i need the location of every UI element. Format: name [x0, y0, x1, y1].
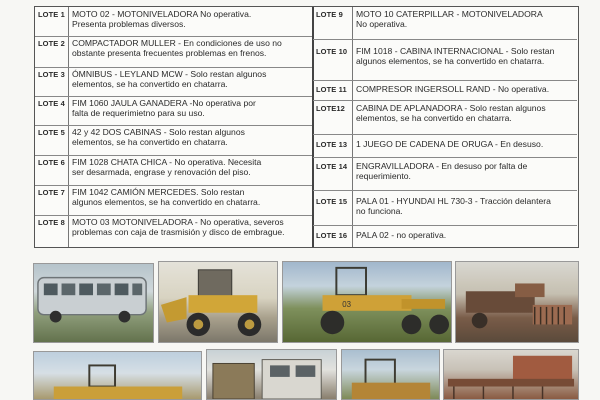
lot-number: LOTE 1: [38, 10, 65, 19]
trailer-photo: [443, 349, 579, 400]
lot-description-line: FIM 1028 CHATA CHICA - No operativa. Necesita: [72, 157, 262, 167]
grader-photo-bottom: [33, 351, 202, 400]
lot-row: [35, 36, 313, 68]
loader-photo: [158, 261, 278, 343]
lot-row: [35, 96, 313, 126]
bus-photo: [33, 263, 154, 343]
lot-description-line: FIM 1018 - CABINA INTERNACIONAL - Solo restan: [356, 46, 555, 56]
lot-description-line: MOTO 10 CATERPILLAR - MOTONIVELADORA: [356, 9, 543, 19]
lot-description-line: algunos elementos, se ha convertido en chatarra.: [72, 197, 261, 208]
lot-number: LOTE 7: [38, 188, 65, 197]
lot-number: LOTE 16: [316, 231, 348, 240]
lot-description-line: falta de requerimietno para su uso.: [72, 108, 205, 119]
lot-description: [72, 9, 251, 29]
lot-row: [313, 80, 577, 101]
lot-description-line: ser desarmada, engrase y renovación del piso.: [72, 167, 251, 178]
lot-row: [313, 100, 577, 135]
lot-row: [35, 125, 313, 156]
lots-table: [34, 6, 579, 248]
scrap-machinery-photo: [455, 261, 579, 343]
lot-description-line: FIM 1060 JAULA GANADERA -No operativa por: [72, 98, 256, 108]
lot-description-line: requerimiento.: [356, 171, 411, 182]
lot-description-line: COMPACTADOR MULLER - En condiciones de uso no: [72, 38, 282, 48]
lot-description-line: problemas con caja de trasmisión y disco de embrague.: [72, 227, 285, 238]
lot-description-line: elementos, se ha convertido en chatarra.: [72, 137, 228, 148]
lot-description: [356, 9, 543, 29]
lot-number: LOTE 13: [316, 140, 348, 149]
lot-description-line: MOTO 02 - MOTONIVELADORA No operativa.: [72, 9, 252, 19]
grader-photo: [282, 261, 452, 343]
lot-description: [72, 217, 285, 237]
lot-description: [356, 139, 543, 149]
lot-description-line: No operativa.: [356, 19, 408, 30]
lot-description-line: COMPRESOR INGERSOLL RAND - No operativa.: [356, 84, 550, 94]
lot-description-line: MOTO 03 MOTONIVELADORA - No operativa, severos: [72, 217, 284, 227]
lot-description: [356, 161, 527, 181]
lot-description-line: PALA 01 - HYUNDAI HL 730-3 - Tracción delantera: [356, 196, 551, 206]
lot-number: LOTE 14: [316, 162, 348, 171]
lot-description: [72, 38, 282, 58]
grader-number: 03: [342, 299, 352, 309]
lot-description: [72, 127, 245, 147]
lots-column-right: [313, 7, 577, 247]
lot-number: LOTE 4: [38, 99, 65, 108]
lot-description: [356, 196, 551, 216]
lot-number: LOTE 5: [38, 128, 65, 137]
lot-row: [35, 215, 313, 246]
lot-description: [72, 69, 266, 89]
lot-row: [313, 7, 577, 40]
lot-number: LOTE 8: [38, 218, 65, 227]
lot-description-line: CABINA DE APLANADORA - Solo restan algunos: [356, 103, 546, 113]
lots-column-left: [35, 7, 313, 247]
lot-row: [35, 7, 313, 37]
lot-description: [356, 84, 549, 94]
lot-description-line: PALA 02 - no operativa.: [356, 230, 447, 240]
lot-description-line: no funciona.: [356, 206, 403, 217]
lot-row: [313, 157, 577, 191]
lot-description-line: FIM 1042 CAMIÓN MERCEDES. Solo restan: [72, 187, 245, 197]
lot-number: LOTE 15: [316, 197, 348, 206]
lot-description: [356, 46, 554, 66]
lot-row: [313, 190, 577, 226]
lot-number: LOTE 6: [38, 158, 65, 167]
lot-number: LOTE 9: [316, 10, 343, 19]
lot-number: LOTE 11: [316, 85, 347, 94]
lot-description-line: 42 y 42 DOS CABINAS - Solo restan algunos: [72, 127, 245, 137]
lot-row: [313, 225, 577, 246]
lot-description: [356, 103, 546, 123]
lot-description-line: algunos elementos, se ha convertido en chatarra.: [356, 56, 545, 67]
lot-row: [313, 134, 577, 158]
lot-description-line: obstante presenta frecuentes problemas en frenos.: [72, 48, 267, 59]
lot-description-line: ENGRAVILLADORA - En desuso por falta de: [356, 161, 528, 171]
lot-number: LOTE 10: [316, 47, 348, 56]
lot-description: [356, 230, 446, 240]
lot-description-line: elementos, se ha convertido en chatarra.: [72, 79, 228, 90]
machine-photo: [341, 349, 440, 400]
lot-description: [72, 157, 261, 177]
lot-row: [35, 155, 313, 186]
lot-description: [72, 187, 260, 207]
lot-row: [35, 185, 313, 216]
lot-description-line: Presenta problemas diversos.: [72, 19, 186, 30]
lot-description-line: ÓMNIBUS - LEYLAND MCW - Solo restan algunos: [72, 69, 267, 79]
trucks-photo: [206, 349, 337, 400]
lot-number: LOTE12: [316, 104, 345, 113]
lot-description-line: elementos, se ha convertido en chatarra.: [356, 113, 512, 124]
lot-description: [72, 98, 256, 118]
lot-description-line: 1 JUEGO DE CADENA DE ORUGA - En desuso.: [356, 139, 544, 149]
lot-row: [313, 39, 577, 81]
lot-number: LOTE 2: [38, 39, 65, 48]
lot-number: LOTE 3: [38, 70, 65, 79]
lot-row: [35, 67, 313, 97]
